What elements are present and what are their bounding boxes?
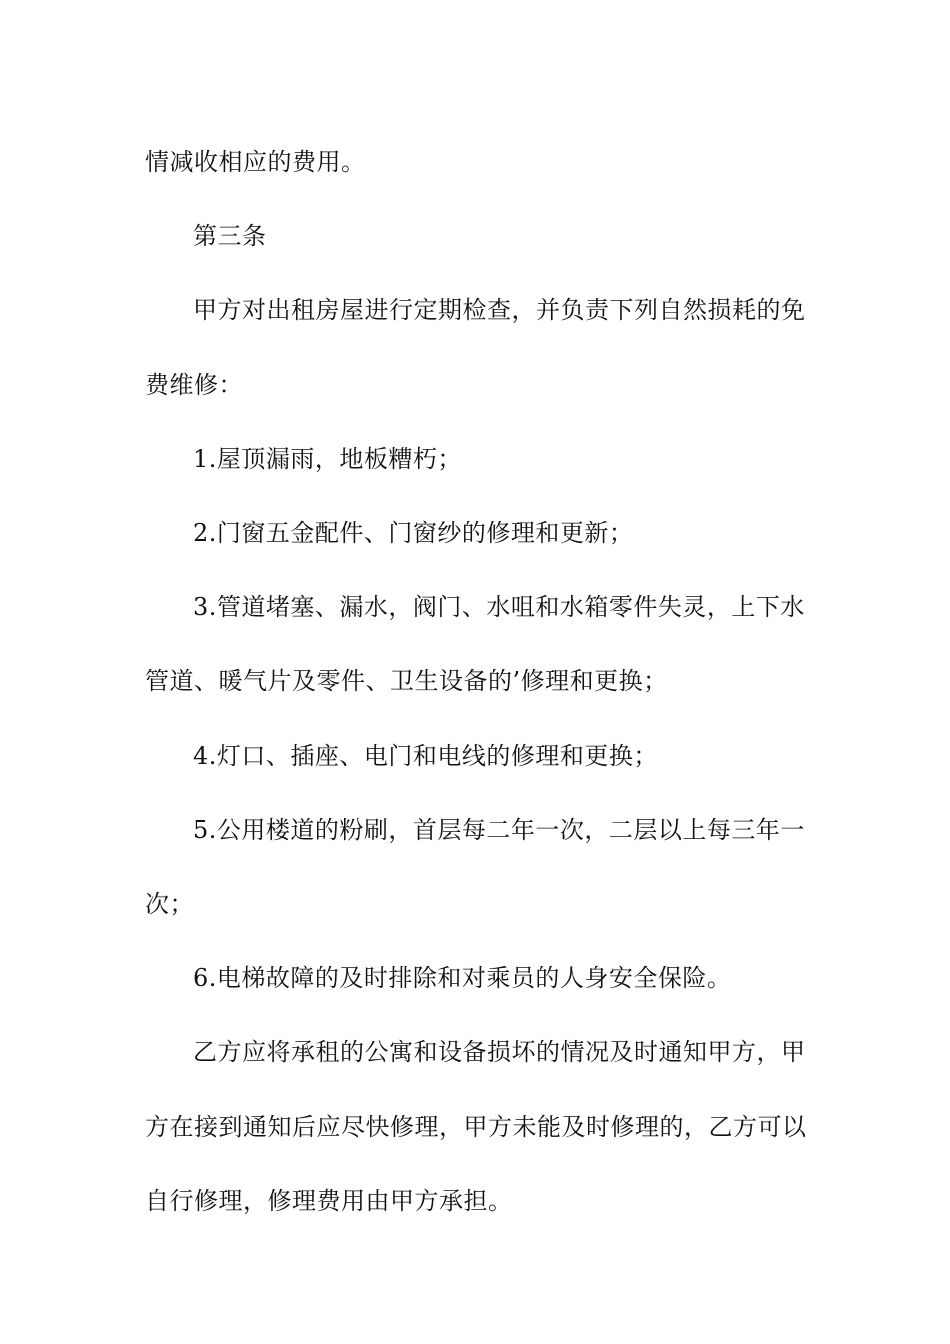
list-item-1: 1.屋顶漏雨，地板糟朽； [193,444,462,473]
list-item-2: 2.门窗五金配件、门窗纱的修理和更新； [193,519,634,548]
list-item-5: 5.公用楼道的粉刷，首层每二年一次，二层以上每三年一次； [145,815,805,919]
article-heading: 第三条 [193,222,267,251]
document-body [145,125,810,1238]
paragraph-continuation: 情减收相应的费用。 [145,148,366,176]
paragraph-tenant-notice: 乙方应将承租的公寓和设备损坏的情况及时通知甲方，甲方在接到通知后应尽快修理，甲方未能及时修理的，乙方可以自行修理，修理费用由甲方承担。 [145,1038,807,1215]
list-item-3: 3.管道堵塞、漏水，阀门、水咀和水箱零件失灵，上下水管道、暖气片及零件、卫生设备的’修理和更换； [145,593,805,696]
paragraph-maintenance-intro: 甲方对出租房屋进行定期检查，并负责下列自然损耗的免费维修： [145,296,806,399]
list-item-4: 4.灯口、插座、电门和电线的修理和更换； [193,741,658,770]
list-item-6: 6.电梯故障的及时排除和对乘员的人身安全保险。 [193,964,732,993]
